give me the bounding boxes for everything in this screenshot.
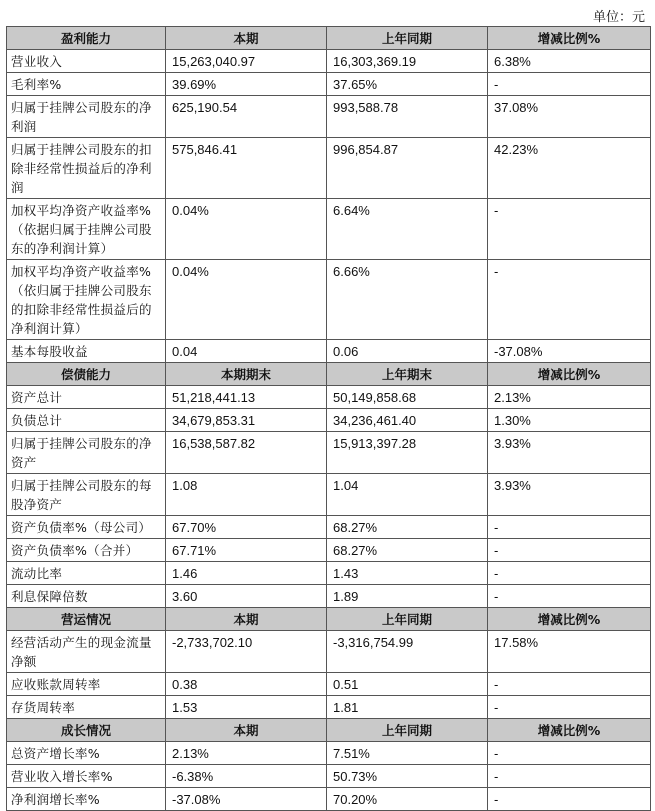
row-label: 加权平均净资产收益率%（依据归属于挂牌公司股东的净利润计算）	[7, 199, 166, 260]
table-row	[7, 260, 651, 340]
value-cell: -	[488, 562, 651, 585]
solvency-header-row	[7, 363, 651, 386]
value-cell: 575,846.41	[166, 138, 327, 199]
row-label: 存货周转率	[7, 696, 166, 719]
operations-header-row	[7, 608, 651, 631]
row-label: 应收账款周转率	[7, 673, 166, 696]
value-cell: 996,854.87	[327, 138, 488, 199]
value-cell: 7.51%	[327, 742, 488, 765]
column-header: 上年同期	[327, 27, 488, 50]
value-cell: -	[488, 199, 651, 260]
value-cell: 2.13%	[488, 386, 651, 409]
value-cell: 1.04	[327, 474, 488, 516]
row-label: 资产负债率%（合并）	[7, 539, 166, 562]
value-cell: 1.46	[166, 562, 327, 585]
column-header: 上年同期	[327, 608, 488, 631]
row-label: 总资产增长率%	[7, 742, 166, 765]
value-cell: -	[488, 260, 651, 340]
value-cell: 34,679,853.31	[166, 409, 327, 432]
row-label: 营业收入	[7, 50, 166, 73]
column-header: 本期	[166, 608, 327, 631]
row-label: 毛利率%	[7, 73, 166, 96]
value-cell: 15,263,040.97	[166, 50, 327, 73]
value-cell: 17.58%	[488, 631, 651, 673]
column-header: 盈利能力	[7, 27, 166, 50]
table-row	[7, 673, 651, 696]
value-cell: -	[488, 539, 651, 562]
profitability-header-row	[7, 27, 651, 50]
value-cell: 67.70%	[166, 516, 327, 539]
row-label: 利息保障倍数	[7, 585, 166, 608]
value-cell: 6.64%	[327, 199, 488, 260]
value-cell: 42.23%	[488, 138, 651, 199]
row-label: 经营活动产生的现金流量净额	[7, 631, 166, 673]
value-cell: -	[488, 788, 651, 811]
row-label: 营业收入增长率%	[7, 765, 166, 788]
value-cell: -37.08%	[488, 340, 651, 363]
value-cell: 1.81	[327, 696, 488, 719]
value-cell: 0.51	[327, 673, 488, 696]
row-label: 资产负债率%（母公司）	[7, 516, 166, 539]
table-row	[7, 432, 651, 474]
value-cell: 0.04%	[166, 199, 327, 260]
column-header: 本期	[166, 27, 327, 50]
value-cell: -2,733,702.10	[166, 631, 327, 673]
column-header: 偿债能力	[7, 363, 166, 386]
value-cell: 1.89	[327, 585, 488, 608]
value-cell: 3.93%	[488, 432, 651, 474]
value-cell: 6.38%	[488, 50, 651, 73]
table-row	[7, 788, 651, 811]
row-label: 加权平均净资产收益率%（依归属于挂牌公司股东的扣除非经常性损益后的净利润计算）	[7, 260, 166, 340]
value-cell: 37.08%	[488, 96, 651, 138]
value-cell: -	[488, 673, 651, 696]
column-header: 增减比例%	[488, 608, 651, 631]
table-row	[7, 696, 651, 719]
row-label: 归属于挂牌公司股东的每股净资产	[7, 474, 166, 516]
row-label: 净利润增长率%	[7, 788, 166, 811]
value-cell: -6.38%	[166, 765, 327, 788]
column-header: 上年同期	[327, 719, 488, 742]
value-cell: 1.08	[166, 474, 327, 516]
row-label: 归属于挂牌公司股东的净资产	[7, 432, 166, 474]
column-header: 营运情况	[7, 608, 166, 631]
table-row	[7, 199, 651, 260]
value-cell: 3.93%	[488, 474, 651, 516]
row-label: 负债总计	[7, 409, 166, 432]
row-label: 归属于挂牌公司股东的扣除非经常性损益后的净利润	[7, 138, 166, 199]
row-label: 资产总计	[7, 386, 166, 409]
value-cell: 15,913,397.28	[327, 432, 488, 474]
column-header: 本期	[166, 719, 327, 742]
value-cell: -	[488, 516, 651, 539]
value-cell: -	[488, 73, 651, 96]
row-label: 归属于挂牌公司股东的净利润	[7, 96, 166, 138]
value-cell: 1.30%	[488, 409, 651, 432]
value-cell: 16,538,587.82	[166, 432, 327, 474]
column-header: 本期期末	[166, 363, 327, 386]
table-row	[7, 516, 651, 539]
table-row	[7, 386, 651, 409]
value-cell: -	[488, 696, 651, 719]
value-cell: 70.20%	[327, 788, 488, 811]
value-cell: 3.60	[166, 585, 327, 608]
column-header: 增减比例%	[488, 27, 651, 50]
table-row	[7, 96, 651, 138]
row-label: 基本每股收益	[7, 340, 166, 363]
value-cell: 1.43	[327, 562, 488, 585]
value-cell: 2.13%	[166, 742, 327, 765]
table-row	[7, 585, 651, 608]
table-row	[7, 631, 651, 673]
value-cell: 34,236,461.40	[327, 409, 488, 432]
column-header: 成长情况	[7, 719, 166, 742]
value-cell: 0.04	[166, 340, 327, 363]
unit-label: 单位：元	[592, 10, 645, 25]
table-row	[7, 340, 651, 363]
column-header: 增减比例%	[488, 363, 651, 386]
value-cell: -	[488, 585, 651, 608]
table-row	[7, 474, 651, 516]
value-cell: 0.06	[327, 340, 488, 363]
column-header: 上年期末	[327, 363, 488, 386]
value-cell: 51,218,441.13	[166, 386, 327, 409]
value-cell: 50,149,858.68	[327, 386, 488, 409]
table-row	[7, 73, 651, 96]
table-row	[7, 765, 651, 788]
value-cell: 68.27%	[327, 516, 488, 539]
value-cell: 0.04%	[166, 260, 327, 340]
row-label: 流动比率	[7, 562, 166, 585]
table-row	[7, 562, 651, 585]
table-row	[7, 742, 651, 765]
value-cell: 68.27%	[327, 539, 488, 562]
value-cell: -	[488, 742, 651, 765]
financial-indicators-table	[6, 26, 651, 811]
value-cell: 39.69%	[166, 73, 327, 96]
value-cell: 1.53	[166, 696, 327, 719]
table-row	[7, 50, 651, 73]
value-cell: 67.71%	[166, 539, 327, 562]
value-cell: -37.08%	[166, 788, 327, 811]
value-cell: 6.66%	[327, 260, 488, 340]
table-row	[7, 539, 651, 562]
value-cell: 50.73%	[327, 765, 488, 788]
value-cell: 16,303,369.19	[327, 50, 488, 73]
value-cell: 625,190.54	[166, 96, 327, 138]
value-cell: 37.65%	[327, 73, 488, 96]
value-cell: -3,316,754.99	[327, 631, 488, 673]
value-cell: 0.38	[166, 673, 327, 696]
value-cell: -	[488, 765, 651, 788]
growth-header-row	[7, 719, 651, 742]
value-cell: 993,588.78	[327, 96, 488, 138]
table-row	[7, 409, 651, 432]
table-body	[7, 27, 651, 811]
table-row	[7, 138, 651, 199]
column-header: 增减比例%	[488, 719, 651, 742]
